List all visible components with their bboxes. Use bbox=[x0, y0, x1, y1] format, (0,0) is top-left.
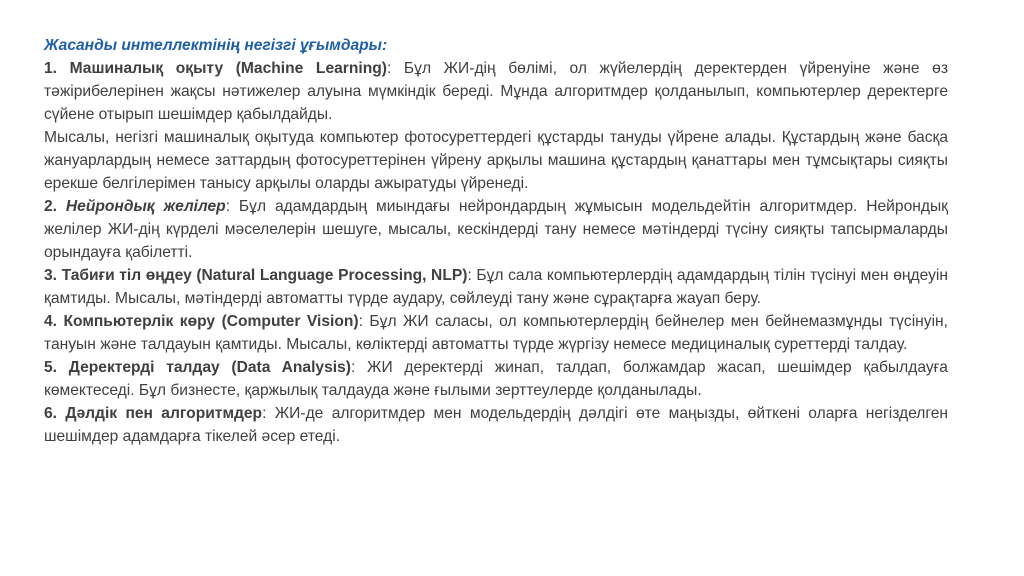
section-text: : ЖИ-де алгоритмдер мен модельдердің дәлдігі өте маңызды, өйткені оларға негізделген шешімдер адамдарға тікелей әсер етеді. bbox=[44, 405, 948, 445]
section-machine-learning bbox=[44, 57, 948, 126]
slide-title: Жасанды интеллектінің негізгі ұғымдары: bbox=[44, 37, 388, 54]
section-computer-vision bbox=[44, 310, 948, 356]
section-term: 6. Дәлдік пен алгоритмдер bbox=[44, 405, 263, 422]
slide-content bbox=[44, 34, 948, 448]
section-accuracy-algorithms bbox=[44, 402, 948, 448]
section-example-birds bbox=[44, 126, 948, 195]
section-term: Нейрондық желілер bbox=[65, 198, 226, 215]
section-text: : Бұл адамдардың миындағы нейрондардың жұмысын модельдейтін алгоритмдер. Нейрондық желілер ЖИ-дің күрделі мәселелерін шешуге, мысалы, кескіндерді тану немесе мәтіндерді түсіну сияқты тапсырмаларды орындауға қабілетті. bbox=[44, 198, 948, 261]
section-nlp bbox=[44, 264, 948, 310]
section-term-number: 2. bbox=[44, 198, 66, 215]
section-text: Мысалы, негізгі машиналық оқытуда компьютер фотосуреттердегі құстарды тануды үйрене алады. Құстардың және басқа жануарлардың немесе заттардың фотосуреттерінен үйрену арқылы машина құстардың қанаттары мен тұмсықтары сияқты ерекше белгілерімен танысу арқылы оларды ажыратуды үйренеді. bbox=[44, 129, 948, 192]
section-text: : Бұл сала компьютерлердің адамдардың тілін түсінуі мен өңдеуін қамтиды. Мысалы, мәтіндерді автоматты түрде аудару, сөйлеуді тану және сұрақтарға жауап беру. bbox=[44, 267, 949, 307]
section-neural-networks bbox=[44, 195, 948, 264]
section-text: : Бұл ЖИ саласы, ол компьютерлердің бейнелер мен бейнемазмұнды түсінуін, тануын және талдауын қамтиды. Мысалы, көліктерді автоматты түрде жүргізу немесе медициналық суреттерді талдау. bbox=[44, 313, 948, 353]
section-term: 3. Табиғи тіл өңдеу (Natural Language Processing, NLP) bbox=[44, 267, 468, 284]
section-text: : Бұл ЖИ-дің бөлімі, ол жүйелердің деректерден үйренуіне және өз тәжірибелерінен жақсы нәтижелер алуына мүмкіндік береді. Мұнда алгоритмдер қолданылып, компьютерлер деректерге сүйене отырып шешімдер қабылдайды. bbox=[44, 60, 949, 123]
section-data-analysis bbox=[44, 356, 948, 402]
section-term: 4. Компьютерлік көру (Computer Vision) bbox=[44, 313, 359, 330]
section-text: : ЖИ деректерді жинап, талдап, болжамдар жасап, шешімдер қабылдауға көмектеседі. Бұл бизнесте, қаржылық талдауда және ғылыми зерттеулерде қолданылады. bbox=[44, 359, 948, 399]
section-term: 5. Деректерді талдау (Data Analysis) bbox=[44, 359, 351, 376]
section-term: 1. Машиналық оқыту (Machine Learning) bbox=[44, 60, 387, 77]
